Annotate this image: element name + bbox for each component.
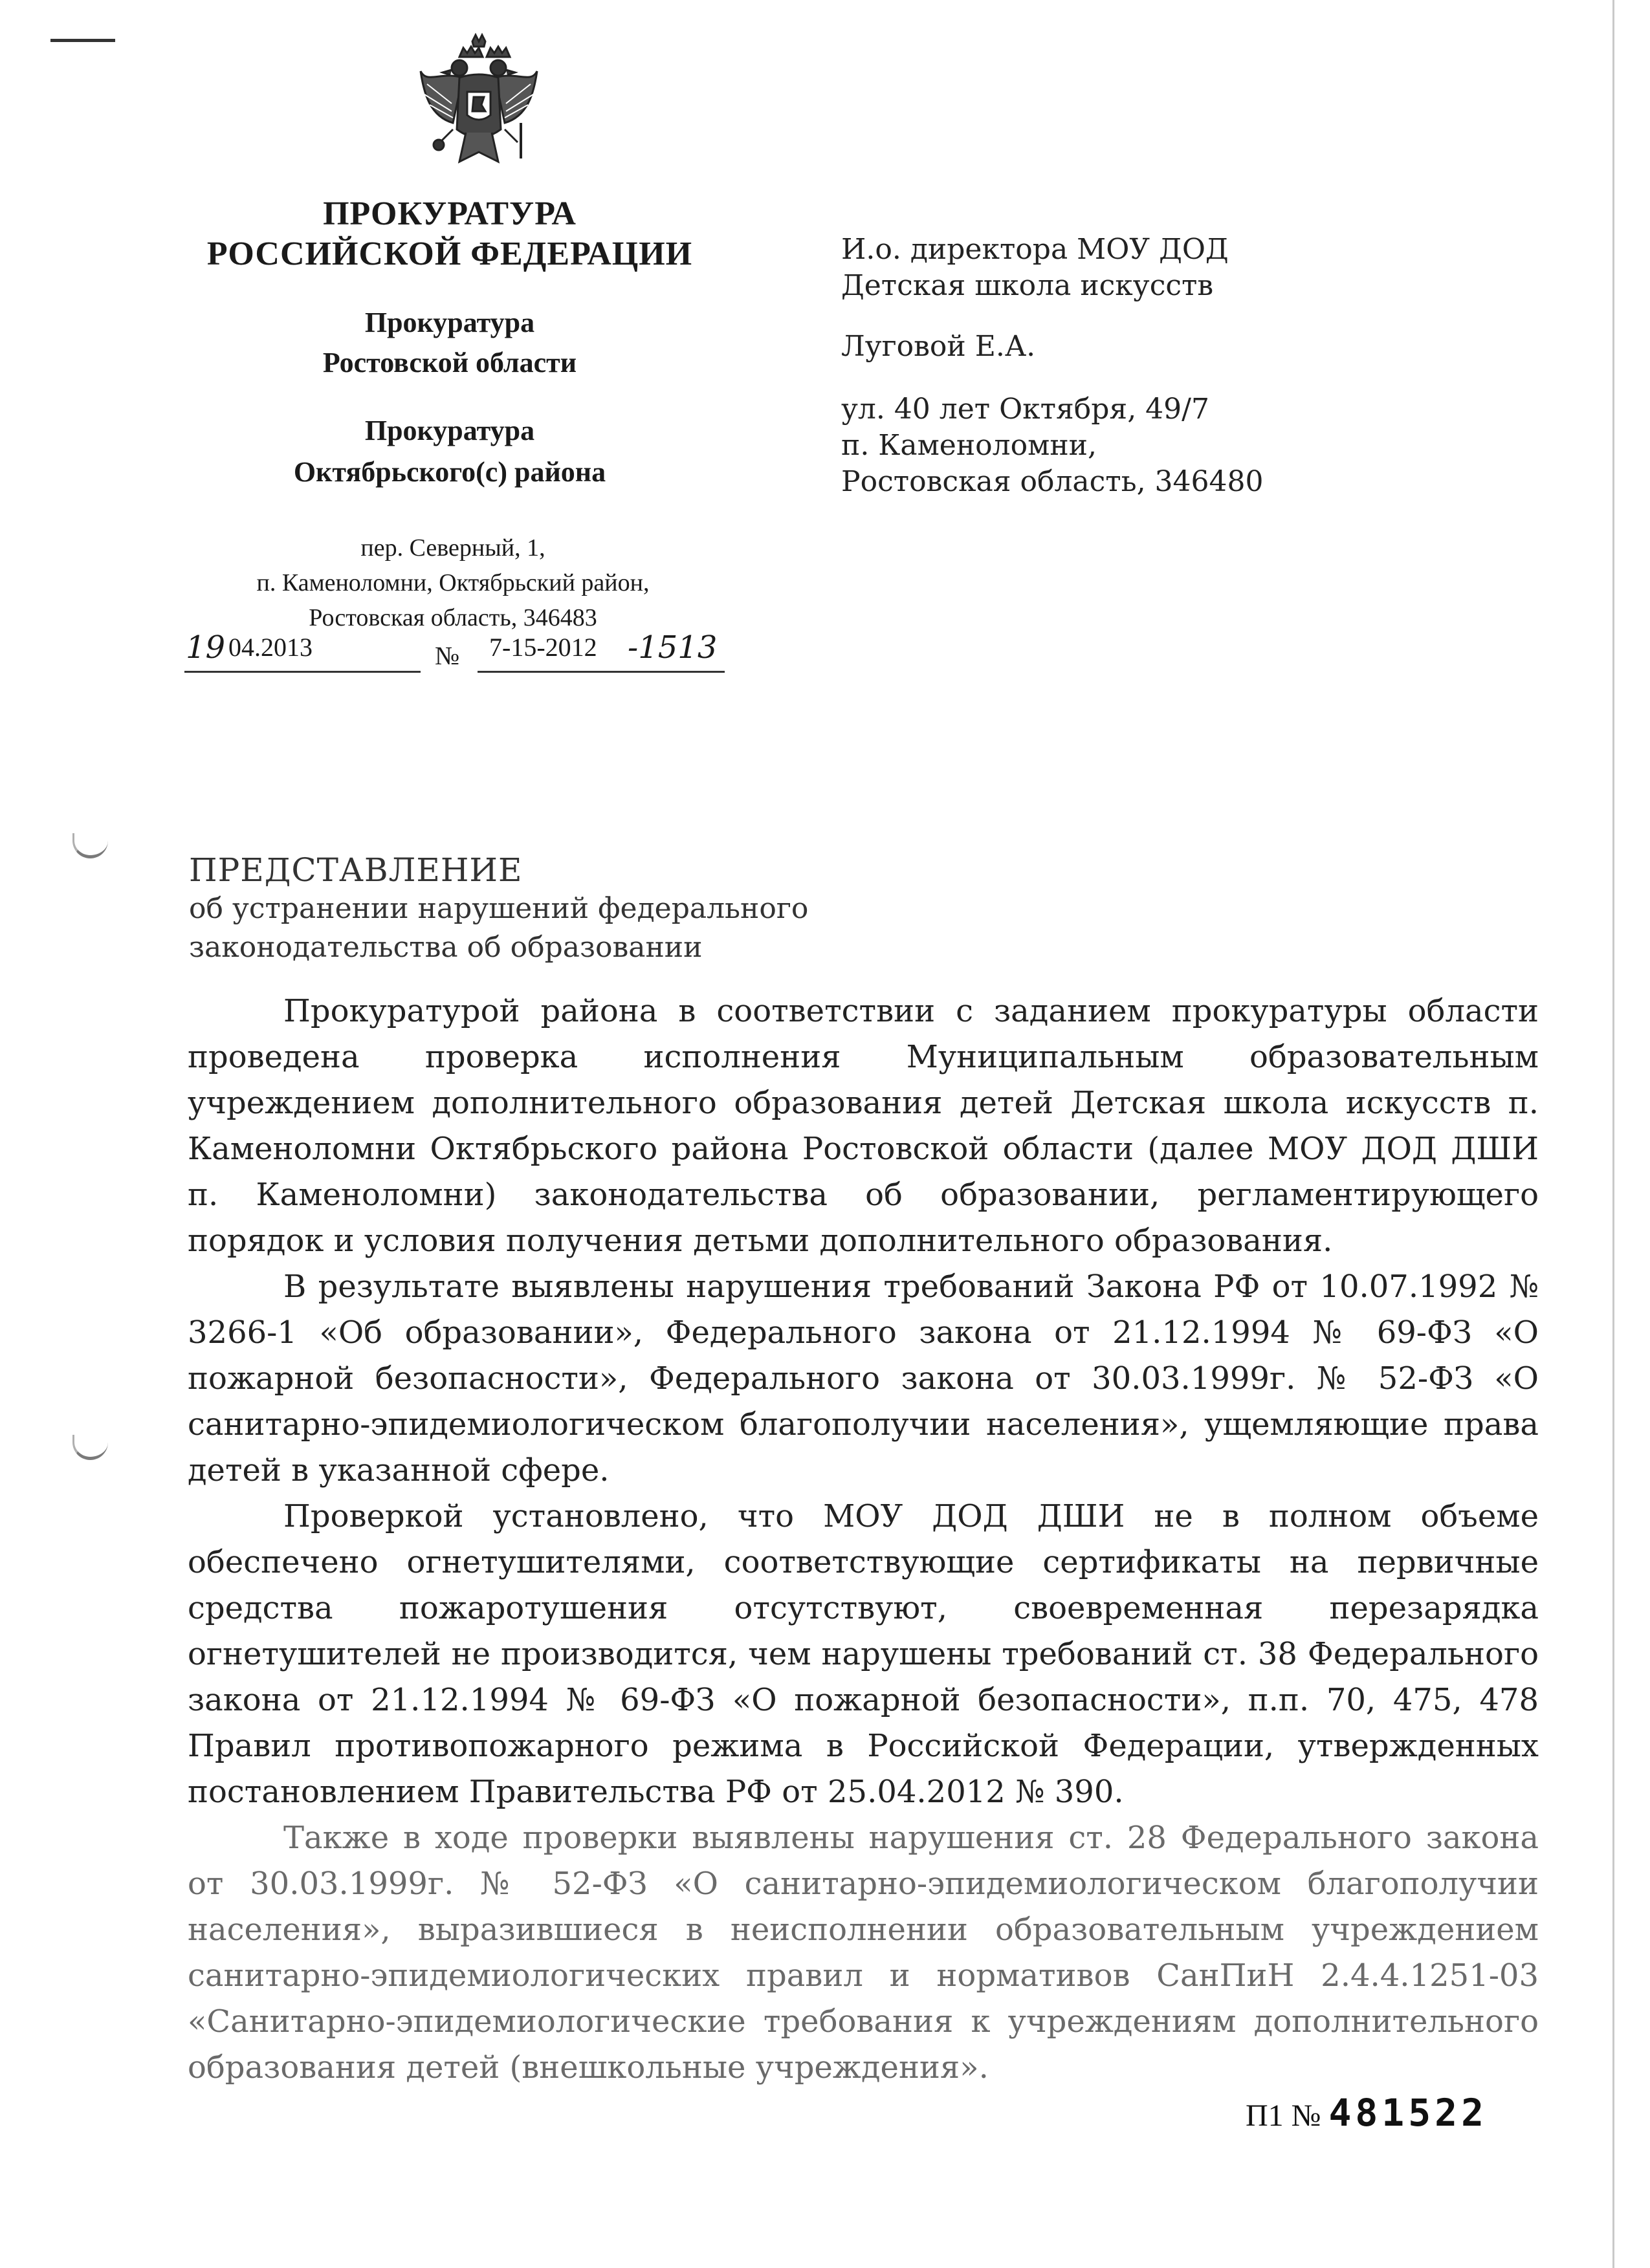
handwritten-day: 19 xyxy=(186,629,226,666)
addressee-address-line: п. Каменоломни, xyxy=(841,429,1097,462)
org-name-line: Октябрьского(с) района xyxy=(293,456,606,488)
typed-date: 04.2013 xyxy=(228,633,313,662)
body-paragraph: Также в ходе проверки выявлены нарушения ст. 28 Федерального закона от 30.03.1999г. № 52-ФЗ «О санитарно-эпидемиологическом благополучии населения», выразившиеся в неисполнении образовательным учреждением санитарно-эпидемиологических правил и нормативов СанПиН 2.4.4.1251-03 «Санитарно-эпидемиологические требования к учреждениям дополнительного образования детей (внешкольные учреждения». xyxy=(188,1820,1539,2086)
body-paragraph: В результате выявлены нарушения требований Закона РФ от 10.07.1992 № 3266-1 «Об образовании», Федерального закона от 21.12.1994 № 69-ФЗ «О пожарной безопасности», Федерального закона от 30.03.1999г. № 52-ФЗ «О санитарно-эпидемиологическом благополучии населения», ущемляющие права детей в указанной сфере. xyxy=(188,1269,1539,1488)
org-name-federal xyxy=(175,194,725,274)
addressee-name: Луговой Е.А. xyxy=(841,330,1036,363)
document-title xyxy=(189,851,808,967)
document-subtitle-line: законодательства об образовании xyxy=(189,931,703,964)
document-heading: ПРЕДСТАВЛЕНИЕ xyxy=(189,851,523,889)
registration-date xyxy=(184,624,421,673)
document-subtitle-line: об устранении нарушений федерального xyxy=(189,892,809,925)
org-address xyxy=(194,530,712,635)
org-name-line: ПРОКУРАТУРА xyxy=(323,195,577,232)
addressee-title-line: И.о. директора МОУ ДОД xyxy=(841,233,1229,266)
addressee-address xyxy=(841,391,1264,500)
org-name-line: Прокуратура xyxy=(364,307,535,338)
org-address-line: Ростовская область, 346483 xyxy=(309,604,597,631)
addressee-address-line: ул. 40 лет Октября, 49/7 xyxy=(841,393,1209,426)
org-address-line: пер. Северный, 1, xyxy=(360,534,545,562)
punch-hole-mark xyxy=(72,1435,108,1460)
document-body xyxy=(188,988,1539,2091)
org-name-district xyxy=(175,410,725,493)
scan-mark xyxy=(50,39,115,42)
addressee-title-line: Детская школа искусств xyxy=(841,269,1214,302)
number-sign: № xyxy=(435,641,460,670)
org-name-line: РОССИЙСКОЙ ФЕДЕРАЦИИ xyxy=(206,235,693,272)
serial-value: 481522 xyxy=(1328,2091,1488,2135)
scan-edge-line xyxy=(1612,0,1614,2268)
coat-of-arms-icon xyxy=(414,32,544,178)
org-name-regional xyxy=(175,303,725,383)
org-address-line: п. Каменоломни, Октябрьский район, xyxy=(256,569,650,596)
org-name-line: Прокуратура xyxy=(364,415,535,446)
registration-number xyxy=(478,624,725,673)
serial-prefix: П1 № xyxy=(1246,2099,1321,2133)
addressee-title xyxy=(841,232,1229,304)
handwritten-number: -1513 xyxy=(628,629,718,666)
body-paragraph: Проверкой установлено, что МОУ ДОД ДШИ не в полном объеме обеспечено огнетушителями, соответствующие сертификаты на первичные средства пожаротушения отсутствуют, своевременная перезарядка огнетушителей не производится, чем нарушены требований ст. 38 Федерального закона от 21.12.1994 № 69-ФЗ «О пожарной безопасности», п.п. 70, 475, 478 Правил противопожарного режима в Российской Федерации, утвержденных постановлением Правительства РФ от 25.04.2012 № 390. xyxy=(188,1498,1539,1810)
punch-hole-mark xyxy=(72,833,108,858)
typed-number: 7-15-2012 xyxy=(489,633,597,662)
addressee-address-line: Ростовская область, 346480 xyxy=(841,465,1264,498)
form-serial-number xyxy=(1246,2091,1488,2135)
org-name-line: Ростовской области xyxy=(322,347,577,378)
body-paragraph: Прокуратурой района в соответствии с заданием прокуратуры области проведена проверка исполнения Муниципальным образовательным учреждением дополнительного образования детей Детская школа искусств п. Каменоломни Октябрьского района Ростовской области (далее МОУ ДОД ДШИ п. Каменоломни) законодательства об образовании, регламентирующего порядок и условия получения детьми дополнительного образования. xyxy=(188,993,1539,1259)
